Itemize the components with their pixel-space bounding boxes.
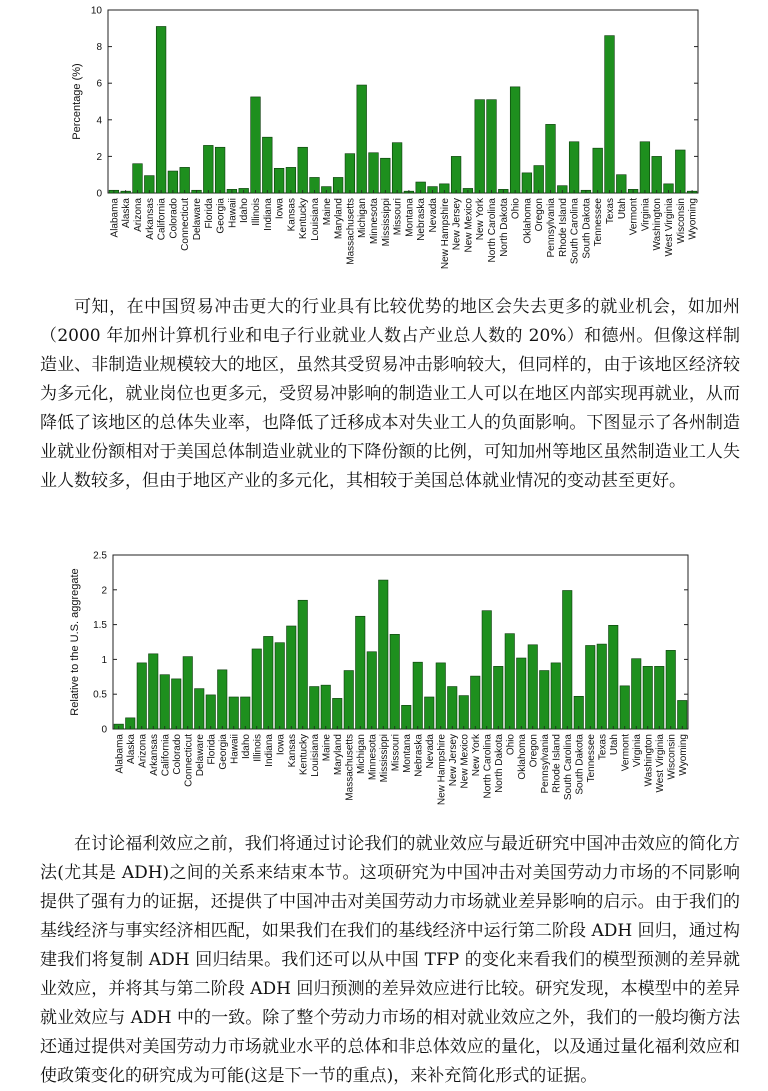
x-tick-label: Kansas bbox=[286, 198, 298, 232]
x-tick-label: Delaware bbox=[194, 734, 206, 777]
x-tick-label: Oklahoma bbox=[522, 198, 534, 244]
x-tick-label: Missouri bbox=[392, 198, 404, 236]
x-tick-label: Hawaii bbox=[227, 198, 239, 229]
x-tick-label: Alaska bbox=[125, 734, 137, 765]
bar-vermont bbox=[620, 686, 629, 729]
x-tick-label: South Carolina bbox=[562, 734, 574, 801]
bar-oklahoma bbox=[522, 173, 532, 193]
bar-kentucky bbox=[298, 600, 307, 729]
bar-pennsylvania bbox=[546, 124, 556, 193]
x-tick-label: Nevada bbox=[428, 198, 439, 233]
y-tick-label: 8 bbox=[96, 42, 102, 54]
bar-indiana bbox=[262, 137, 272, 193]
bar-utah bbox=[609, 625, 618, 729]
x-tick-label: Tennessee bbox=[585, 734, 597, 783]
bar-georgia bbox=[215, 147, 225, 193]
y-tick-label: 2 bbox=[96, 151, 102, 163]
y-tick-label: 1 bbox=[101, 654, 107, 666]
x-tick-label: New Hampshire bbox=[439, 198, 451, 270]
bar-texas bbox=[605, 36, 615, 193]
x-tick-label: Virginia bbox=[631, 734, 643, 768]
x-tick-label: Florida bbox=[206, 734, 218, 765]
bar-california bbox=[156, 26, 166, 193]
x-tick-label: Alabama bbox=[109, 198, 121, 238]
bar-oregon bbox=[528, 645, 537, 729]
bar-michigan bbox=[357, 85, 367, 193]
chart-manufacturing-share bbox=[0, 0, 768, 283]
x-tick-label: Utah bbox=[608, 734, 620, 756]
chart-manufacturing-share-svg bbox=[0, 0, 768, 283]
x-tick-label: Georgia bbox=[215, 198, 227, 234]
x-tick-label: Washington bbox=[652, 198, 664, 251]
bar-wisconsin bbox=[666, 650, 675, 729]
x-tick-label: South Dakota bbox=[581, 198, 593, 259]
bar-west-virginia bbox=[655, 666, 664, 729]
x-tick-label: Maryland bbox=[332, 734, 344, 776]
x-tick-label: Wyoming bbox=[677, 734, 689, 776]
bar-wyoming bbox=[678, 700, 687, 729]
bar-washington bbox=[643, 666, 652, 729]
x-tick-label: Colorado bbox=[168, 198, 180, 239]
x-tick-label: Nevada bbox=[424, 734, 436, 769]
chart-relative-aggregate-svg bbox=[0, 548, 768, 820]
y-tick-label: 0.5 bbox=[93, 689, 107, 701]
x-tick-label: Indiana bbox=[262, 198, 274, 231]
bar-tennessee bbox=[593, 148, 603, 193]
bar-montana bbox=[402, 705, 411, 729]
x-tick-label: Iowa bbox=[274, 198, 286, 220]
bar-virginia bbox=[640, 142, 650, 193]
bar-delaware bbox=[195, 689, 204, 729]
bar-florida bbox=[206, 695, 215, 729]
y-tick-label: 10 bbox=[90, 5, 102, 17]
x-tick-label: Wyoming bbox=[687, 198, 699, 240]
bar-colorado bbox=[172, 679, 181, 729]
bar-kansas bbox=[287, 626, 296, 729]
x-tick-label: Arkansas bbox=[148, 734, 160, 776]
x-tick-label: Louisiana bbox=[310, 198, 321, 241]
bar-new-york bbox=[471, 676, 480, 729]
x-tick-label: Ohio bbox=[510, 198, 522, 220]
x-tick-label: Kentucky bbox=[298, 198, 310, 240]
bar-kentucky bbox=[298, 147, 308, 193]
x-tick-label: Arkansas bbox=[144, 198, 156, 240]
x-tick-label: California bbox=[160, 734, 172, 777]
bar-iowa bbox=[274, 168, 284, 193]
bar-new-jersey bbox=[448, 687, 457, 729]
x-tick-label: Wisconsin bbox=[666, 734, 678, 780]
bar-virginia bbox=[632, 659, 641, 729]
bar-indiana bbox=[264, 636, 273, 729]
x-tick-label: Wisconsin bbox=[675, 198, 687, 244]
bar-nevada bbox=[425, 697, 434, 729]
chart-relative-aggregate bbox=[0, 548, 768, 820]
x-tick-label: Massachusetts bbox=[344, 734, 356, 801]
bar-south-carolina bbox=[569, 142, 579, 193]
bar-new-hampshire bbox=[436, 663, 445, 729]
bar-south-dakota bbox=[574, 696, 583, 729]
bar-colorado bbox=[168, 171, 178, 193]
bar-texas bbox=[597, 644, 606, 729]
x-tick-label: Virginia bbox=[640, 198, 652, 232]
bar-pennsylvania bbox=[540, 671, 549, 729]
y-tick-label: 6 bbox=[96, 78, 102, 90]
x-tick-label: Maine bbox=[321, 198, 333, 226]
bar-kansas bbox=[286, 167, 296, 193]
bar-illinois bbox=[252, 649, 261, 729]
x-tick-label: South Carolina bbox=[569, 198, 581, 265]
x-tick-label: Connecticut bbox=[183, 734, 195, 787]
paragraph-2: 在讨论福利效应之前，我们将通过讨论我们的就业效应与最近研究中国冲击效应的简化方法(尤其是 ADH)之间的关系来结束本节。这项研究为中国冲击对美国劳动力市场的不同影响提供了强有力的证据，还提供了中国冲击对美国劳动力市场就业差异影响的启示。由于我们的基线经济与事实经济相匹配，如果我们在我们的基线经济中运行第二阶段 ADH 回归，通过构建我们将复制 ADH 回归结果。我们还可以从中国 TFP 的变化来看我们的模型预测的差异就业效应，并将其与第二阶段 ADH 回归预测的差异效应进行比较。研究发现，本模型中的差异就业效应与 ADH 中的一致。除了整个劳动力市场的相对就业效应之外，我们的一般均衡方法还通过提供对美国劳动力市场就业水平的总体和非总体效应的量化，以及通过量化福利效应和使政策变化的研究成为可能(这是下一节的重点)，来补充简化形式的证据。 bbox=[40, 834, 740, 1086]
bar-arizona bbox=[133, 164, 143, 193]
x-tick-label: Rhode Island bbox=[551, 734, 563, 793]
x-tick-label: Texas bbox=[597, 734, 609, 761]
x-tick-label: Iowa bbox=[275, 734, 287, 756]
x-tick-label: Michigan bbox=[355, 734, 367, 775]
x-tick-label: New Hampshire bbox=[436, 734, 448, 806]
bar-wisconsin bbox=[675, 150, 685, 193]
x-tick-label: Michigan bbox=[357, 198, 369, 239]
bar-minnesota bbox=[369, 153, 379, 193]
bar-massachusetts bbox=[345, 154, 355, 193]
x-tick-label: Hawaii bbox=[229, 734, 241, 765]
bar-missouri bbox=[390, 634, 399, 729]
x-tick-label: Alabama bbox=[114, 734, 126, 774]
x-tick-label: Indiana bbox=[263, 734, 275, 767]
x-tick-label: Kentucky bbox=[298, 734, 310, 776]
x-tick-label: Mississippi bbox=[378, 734, 390, 783]
bar-oklahoma bbox=[517, 658, 526, 729]
x-tick-label: Missouri bbox=[390, 734, 402, 772]
x-tick-label: Washington bbox=[643, 734, 655, 787]
y-tick-label: 2.5 bbox=[93, 550, 107, 562]
bar-minnesota bbox=[367, 652, 376, 729]
paragraph-1: 可知，在中国贸易冲击更大的行业具有比较优势的地区会失去更多的就业机会，如加州（2000 年加州计算机行业和电子行业就业人数占产业总人数的 20%）和德州。但像这样制造业、非制造业规模较大的地区，虽然其受贸易冲击影响较大，但同样的，由于该地区经济较为多元化，就业岗位也更多元，受贸易冲影响的制造业工人可以在地区内部实现再就业，从而降低了该地区的总体失业率，也降低了迁移成本对失业工人的负面影响。下图显示了各州制造业就业份额相对于美国总体制造业就业的下降份额的比例，可知加州等地区虽然制造业工人失业人数较多，但由于地区产业的多元化，其相较于美国总体就业情况的变动甚至更好。 bbox=[40, 297, 740, 491]
bar-ohio bbox=[510, 87, 520, 193]
x-tick-label: Idaho bbox=[239, 198, 251, 224]
bar-maine bbox=[321, 685, 330, 729]
bar-oregon bbox=[534, 166, 544, 193]
x-tick-label: Texas bbox=[605, 198, 616, 225]
x-tick-label: Illinois bbox=[252, 734, 264, 762]
x-tick-label: West Virginia bbox=[654, 734, 666, 793]
x-tick-label: Minnesota bbox=[367, 734, 379, 781]
bar-maryland bbox=[333, 698, 342, 729]
y-tick-label: 0 bbox=[96, 188, 102, 200]
x-tick-label: Maine bbox=[321, 734, 333, 762]
x-tick-label: New Mexico bbox=[463, 198, 475, 253]
bar-arkansas bbox=[149, 654, 158, 729]
x-tick-label: Massachusetts bbox=[345, 198, 357, 265]
x-tick-label: Illinois bbox=[251, 198, 262, 226]
bar-new-york bbox=[475, 100, 485, 193]
bar-florida bbox=[203, 145, 213, 193]
x-tick-label: Vermont bbox=[620, 734, 632, 772]
y-tick-label: 1.5 bbox=[93, 620, 107, 632]
x-tick-label: North Carolina bbox=[487, 198, 498, 263]
x-tick-label: North Dakota bbox=[498, 198, 510, 257]
bar-washington bbox=[652, 156, 662, 193]
x-tick-label: Nebraska bbox=[416, 198, 428, 241]
x-tick-label: New Jersey bbox=[451, 198, 463, 251]
x-tick-label: Louisiana bbox=[309, 734, 321, 777]
y-axis-label: Relative to the U.S. aggregate bbox=[69, 568, 81, 716]
bar-arizona bbox=[137, 663, 146, 729]
x-tick-label: New York bbox=[470, 734, 482, 777]
x-tick-label: South Dakota bbox=[574, 734, 586, 795]
x-tick-label: Oklahoma bbox=[516, 734, 528, 780]
x-tick-label: Arizona bbox=[133, 198, 144, 232]
x-tick-label: Georgia bbox=[217, 734, 229, 770]
y-tick-label: 0 bbox=[101, 724, 107, 736]
x-tick-label: West Virginia bbox=[664, 198, 675, 257]
y-tick-label: 2 bbox=[101, 585, 107, 597]
y-axis-label: Percentage (%) bbox=[71, 63, 83, 140]
bar-michigan bbox=[356, 616, 365, 729]
x-tick-label: Connecticut bbox=[180, 198, 192, 251]
x-tick-label: Utah bbox=[616, 198, 628, 220]
bar-new-mexico bbox=[459, 696, 468, 729]
bar-north-dakota bbox=[494, 666, 503, 729]
bar-rhode-island bbox=[551, 663, 560, 729]
bar-illinois bbox=[251, 97, 261, 193]
x-tick-label: Minnesota bbox=[369, 198, 380, 245]
bar-nebraska bbox=[413, 662, 422, 729]
x-tick-label: Tennessee bbox=[593, 198, 605, 247]
x-tick-label: New Jersey bbox=[447, 734, 459, 787]
x-tick-label: Vermont bbox=[628, 198, 640, 236]
x-tick-label: Arizona bbox=[137, 734, 149, 768]
x-tick-label: California bbox=[156, 198, 168, 241]
bar-louisiana bbox=[310, 687, 319, 729]
bar-north-carolina bbox=[482, 611, 491, 729]
x-tick-label: Pennsylvania bbox=[539, 734, 551, 794]
bar-new-jersey bbox=[451, 156, 461, 193]
x-tick-label: Montana bbox=[401, 734, 413, 773]
x-tick-label: Pennsylvania bbox=[546, 198, 557, 258]
bar-tennessee bbox=[586, 645, 595, 729]
x-tick-label: Mississippi bbox=[380, 198, 392, 247]
x-tick-label: Florida bbox=[203, 198, 215, 229]
bar-missouri bbox=[392, 143, 402, 193]
bar-idaho bbox=[241, 697, 250, 729]
bar-south-carolina bbox=[563, 590, 572, 729]
bar-georgia bbox=[218, 670, 227, 729]
x-tick-label: Ohio bbox=[505, 734, 517, 756]
x-tick-label: Maryland bbox=[333, 198, 345, 240]
bar-ohio bbox=[505, 634, 514, 729]
bar-iowa bbox=[275, 643, 284, 729]
bar-massachusetts bbox=[344, 671, 353, 729]
x-tick-label: Nebraska bbox=[413, 734, 425, 777]
bar-mississippi bbox=[379, 580, 388, 729]
x-tick-label: Kansas bbox=[286, 734, 298, 768]
x-tick-label: Montana bbox=[404, 198, 416, 237]
x-tick-label: Idaho bbox=[240, 734, 252, 760]
bar-mississippi bbox=[380, 158, 390, 193]
x-tick-label: Colorado bbox=[171, 734, 183, 775]
bar-california bbox=[160, 675, 169, 729]
x-tick-label: Alaska bbox=[121, 198, 133, 229]
bar-north-carolina bbox=[487, 100, 497, 193]
x-tick-label: Oregon bbox=[534, 198, 546, 232]
x-tick-label: North Dakota bbox=[493, 734, 505, 793]
y-tick-label: 4 bbox=[96, 115, 102, 127]
x-tick-label: Oregon bbox=[528, 734, 540, 768]
bar-connecticut bbox=[183, 657, 192, 729]
x-tick-label: New York bbox=[475, 198, 487, 241]
bar-connecticut bbox=[180, 167, 190, 193]
x-tick-label: Rhode Island bbox=[557, 198, 569, 257]
bar-hawaii bbox=[229, 697, 238, 729]
x-tick-label: New Mexico bbox=[459, 734, 471, 789]
x-tick-label: Delaware bbox=[192, 198, 203, 241]
x-tick-label: North Carolina bbox=[482, 734, 494, 799]
